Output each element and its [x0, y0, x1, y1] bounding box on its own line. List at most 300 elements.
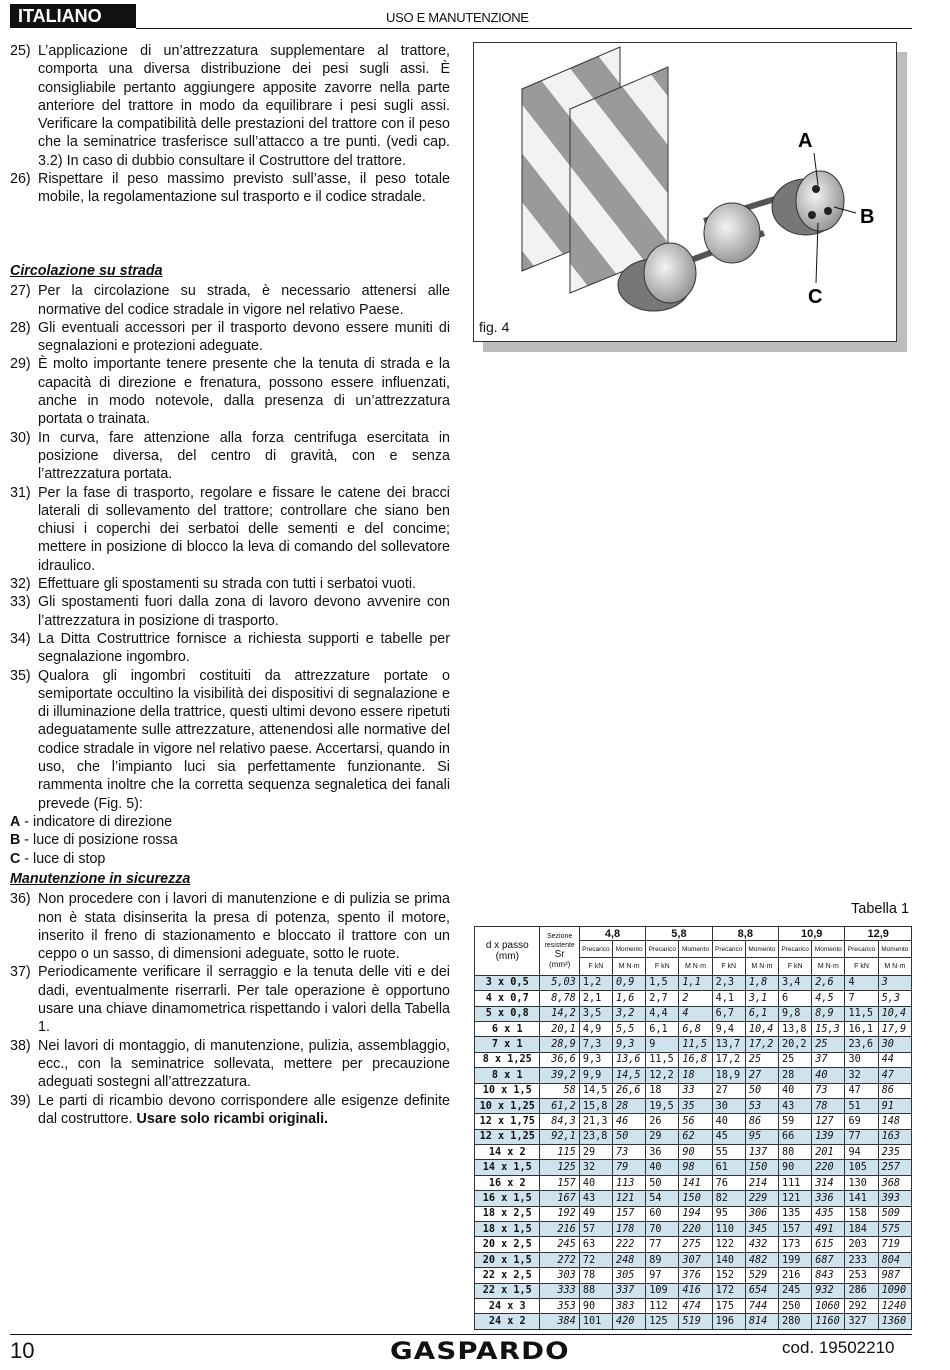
value-cell: 121	[613, 1191, 646, 1206]
section-cell: 5,03	[540, 975, 579, 990]
value-cell: 40	[579, 1175, 612, 1190]
value-cell: 4,5	[812, 991, 845, 1006]
value-cell: 2,3	[712, 975, 745, 990]
value-cell: 178	[613, 1222, 646, 1237]
value-cell: 17,9	[878, 1021, 911, 1036]
value-cell: 843	[812, 1268, 845, 1283]
section-cell: 303	[540, 1268, 579, 1283]
thread-cell: 10 x 1,25	[475, 1098, 540, 1113]
subheader: Precarico	[779, 941, 812, 958]
value-cell: 383	[613, 1298, 646, 1313]
list-item	[10, 630, 450, 667]
value-cell: 220	[812, 1160, 845, 1175]
item-text-body: La Ditta Costruttrice fornisce a richiesta supporti e tabelle per segnalazione ingombro.	[38, 630, 450, 666]
value-cell: 305	[613, 1268, 646, 1283]
value-cell: 148	[878, 1114, 911, 1129]
value-cell: 73	[613, 1145, 646, 1160]
figure-4-illustration	[473, 42, 897, 342]
value-cell: 222	[613, 1237, 646, 1252]
value-cell: 5,3	[878, 991, 911, 1006]
table-row	[475, 1298, 912, 1313]
value-cell: 11,5	[679, 1037, 712, 1052]
value-cell: 69	[845, 1114, 878, 1129]
value-cell: 6	[779, 991, 812, 1006]
page-number: 10	[10, 1338, 35, 1363]
value-cell: 4	[845, 975, 878, 990]
value-cell: 804	[878, 1252, 911, 1267]
subheader: Momento	[812, 941, 845, 958]
value-cell: 29	[579, 1145, 612, 1160]
item-text	[38, 1092, 450, 1129]
unit-header: F kN	[712, 958, 745, 975]
value-cell: 336	[812, 1191, 845, 1206]
thread-cell: 8 x 1	[475, 1068, 540, 1083]
list-item	[10, 429, 450, 484]
value-cell: 21,3	[579, 1114, 612, 1129]
value-cell: 1360	[878, 1314, 911, 1329]
subheader: Precarico	[646, 941, 679, 958]
value-cell: 987	[878, 1268, 911, 1283]
value-cell: 245	[779, 1283, 812, 1298]
section-cell: 36,6	[540, 1052, 579, 1067]
thread-cell: 4 x 0,7	[475, 991, 540, 1006]
item-text	[38, 170, 450, 207]
torque-table	[474, 926, 912, 1330]
legend-key: B	[10, 832, 21, 849]
value-cell: 235	[878, 1145, 911, 1160]
value-cell: 253	[845, 1268, 878, 1283]
value-cell: 18	[646, 1083, 679, 1098]
value-cell: 95	[745, 1129, 778, 1144]
section-cell: 84,3	[540, 1114, 579, 1129]
value-cell: 46	[613, 1114, 646, 1129]
section-cell: 28,9	[540, 1037, 579, 1052]
value-cell: 172	[712, 1283, 745, 1298]
unit-header: F kN	[579, 958, 612, 975]
value-cell: 393	[878, 1191, 911, 1206]
value-cell: 57	[579, 1222, 612, 1237]
value-cell: 4,9	[579, 1021, 612, 1036]
value-cell: 1,6	[613, 991, 646, 1006]
value-cell: 7	[845, 991, 878, 1006]
list-item	[10, 42, 450, 170]
value-cell: 23,8	[579, 1129, 612, 1144]
subheader: Precarico	[845, 941, 878, 958]
value-cell: 509	[878, 1206, 911, 1221]
table-row	[475, 1145, 912, 1160]
item-number: 37)	[10, 964, 31, 981]
thread-cell: 5 x 0,8	[475, 1006, 540, 1021]
value-cell: 3	[878, 975, 911, 990]
value-cell: 54	[646, 1191, 679, 1206]
thread-cell: 10 x 1,5	[475, 1083, 540, 1098]
value-cell: 11,5	[845, 1006, 878, 1021]
value-cell: 157	[779, 1222, 812, 1237]
value-cell: 1,8	[745, 975, 778, 990]
value-cell: 10,4	[745, 1021, 778, 1036]
value-cell: 199	[779, 1252, 812, 1267]
item-number: 30)	[10, 429, 31, 446]
class-header: 12,9	[845, 927, 912, 941]
value-cell: 7,3	[579, 1037, 612, 1052]
value-cell: 2,1	[579, 991, 612, 1006]
value-cell: 90	[779, 1160, 812, 1175]
list-item	[10, 170, 450, 207]
legend-text: - indicatore di direzione	[20, 813, 173, 830]
value-cell: 184	[845, 1222, 878, 1237]
value-cell: 36	[646, 1145, 679, 1160]
brand-logo: GASPARDO	[390, 1337, 570, 1365]
list-item	[10, 1037, 450, 1092]
value-cell: 110	[712, 1222, 745, 1237]
section-cell: 8,78	[540, 991, 579, 1006]
value-cell: 14,5	[579, 1083, 612, 1098]
item-text	[38, 319, 450, 356]
value-cell: 113	[613, 1175, 646, 1190]
value-cell: 40	[779, 1083, 812, 1098]
value-cell: 220	[679, 1222, 712, 1237]
value-cell: 719	[878, 1237, 911, 1252]
value-cell: 32	[845, 1068, 878, 1083]
item-number: 28)	[10, 319, 31, 336]
item-text-body: Per la fase di trasporto, regolare e fissare le catene dei bracci laterali di sollevamento del trattore; controllare che siano ben chiusi i coperchi dei serbatoi delle sementi e del concime; mettere in posizione di blocco la leva di comando del sollevatore idraulico.	[38, 484, 450, 574]
light-legend	[10, 813, 450, 868]
table-row	[475, 1068, 912, 1083]
item-text	[38, 575, 450, 593]
item-number: 34)	[10, 630, 31, 647]
value-cell: 4,4	[646, 1006, 679, 1021]
section-cell: 384	[540, 1314, 579, 1329]
subheader: Precarico	[712, 941, 745, 958]
table-row	[475, 1129, 912, 1144]
value-cell: 40	[812, 1068, 845, 1083]
value-cell: 86	[745, 1114, 778, 1129]
value-cell: 45	[712, 1129, 745, 1144]
value-cell: 1090	[878, 1283, 911, 1298]
subheader: Momento	[745, 941, 778, 958]
value-cell: 8,9	[812, 1006, 845, 1021]
value-cell: 109	[646, 1283, 679, 1298]
item-text-body: Qualora gli ingombri costituiti da attrezzature portate o semiportate occultino la visibilità dei dispositivi di segnalazione e di illuminazione della trattrice, questi ultimi devono essere ripetuti adeguatamente sulle attrezzature, attenendosi alle normative del codice stradale in vigore nel relativo paese. Accertarsi, quando in uso, che l’impianto luci sia perfettamente funzionante. Si rammenta inoltre che la corretta sequenza segnaletica dei fanali prevede (Fig. 5):	[38, 667, 450, 812]
subheader: Momento	[878, 941, 911, 958]
value-cell: 26,6	[613, 1083, 646, 1098]
value-cell: 50	[646, 1175, 679, 1190]
value-cell: 1,1	[679, 975, 712, 990]
legend-key: A	[10, 813, 21, 830]
value-cell: 82	[712, 1191, 745, 1206]
value-cell: 275	[679, 1237, 712, 1252]
value-cell: 9,9	[579, 1068, 612, 1083]
unit-header: M N·m	[878, 958, 911, 975]
table-row	[475, 1021, 912, 1036]
value-cell: 6,7	[712, 1006, 745, 1021]
header-rule	[136, 28, 912, 29]
value-cell: 1060	[812, 1298, 845, 1313]
value-cell: 125	[646, 1314, 679, 1329]
thread-cell: 18 x 1,5	[475, 1222, 540, 1237]
value-cell: 420	[613, 1314, 646, 1329]
value-cell: 101	[579, 1314, 612, 1329]
language-label: ITALIANO	[10, 4, 136, 28]
value-cell: 140	[712, 1252, 745, 1267]
list-item	[10, 282, 450, 319]
class-header: 8,8	[712, 927, 778, 941]
section-cell: 353	[540, 1298, 579, 1313]
value-cell: 86	[878, 1083, 911, 1098]
list-item	[10, 890, 450, 963]
value-cell: 90	[679, 1145, 712, 1160]
value-cell: 3,4	[779, 975, 812, 990]
value-cell: 30	[878, 1037, 911, 1052]
item-text	[38, 667, 450, 813]
value-cell: 6,8	[679, 1021, 712, 1036]
unit-header: F kN	[779, 958, 812, 975]
value-cell: 50	[745, 1083, 778, 1098]
value-cell: 97	[646, 1268, 679, 1283]
value-cell: 196	[712, 1314, 745, 1329]
item-number: 32)	[10, 576, 31, 593]
figure-caption: fig. 4	[479, 319, 510, 335]
value-cell: 0,9	[613, 975, 646, 990]
value-cell: 687	[812, 1252, 845, 1267]
value-cell: 50	[613, 1129, 646, 1144]
item-text-body: Per la circolazione su strada, è necessario attenersi alle normative del codice stradale in vigore nel relativo Paese.	[38, 283, 450, 318]
value-cell: 89	[646, 1252, 679, 1267]
value-cell: 14,5	[613, 1068, 646, 1083]
list-item	[10, 319, 450, 356]
thread-cell: 24 x 2	[475, 1314, 540, 1329]
value-cell: 201	[812, 1145, 845, 1160]
value-cell: 122	[712, 1237, 745, 1252]
value-cell: 13,8	[779, 1021, 812, 1036]
item-text-body: È molto importante tenere presente che la tenuta di strada e la capacità di direzione e frenatura, possono essere influenzati, anche in modo notevole, dalla presenza di un’attrezzatura portata o trainata.	[38, 356, 450, 428]
item-text	[38, 42, 450, 170]
value-cell: 1,5	[646, 975, 679, 990]
value-cell: 27	[745, 1068, 778, 1083]
item-text	[38, 282, 450, 319]
value-cell: 121	[779, 1191, 812, 1206]
value-cell: 63	[579, 1237, 612, 1252]
value-cell: 44	[878, 1052, 911, 1067]
value-cell: 55	[712, 1145, 745, 1160]
value-cell: 17,2	[712, 1052, 745, 1067]
value-cell: 3,5	[579, 1006, 612, 1021]
value-cell: 4,1	[712, 991, 745, 1006]
section-cell: 115	[540, 1145, 579, 1160]
item-text-body: Non procedere con i lavori di manutenzione e di pulizia se prima non è stata disinserita la presa di potenza, spento il motore, inserito il freno di stazionamento e bloccato il trattore con un ceppo o un sasso, di dimensioni adeguate, sotto le ruote.	[38, 891, 450, 963]
table-row	[475, 1314, 912, 1329]
value-cell: 25	[745, 1052, 778, 1067]
section-cell: 167	[540, 1191, 579, 1206]
value-cell: 77	[845, 1129, 878, 1144]
thread-cell: 6 x 1	[475, 1021, 540, 1036]
value-cell: 6,1	[646, 1021, 679, 1036]
section-cell: 333	[540, 1283, 579, 1298]
value-cell: 11,5	[646, 1052, 679, 1067]
unit-header: M N·m	[679, 958, 712, 975]
value-cell: 61	[712, 1160, 745, 1175]
item-text-body: Effettuare gli spostamenti su strada con tutti i serbatoi vuoti.	[38, 576, 417, 593]
value-cell: 73	[812, 1083, 845, 1098]
value-cell: 13,6	[613, 1052, 646, 1067]
thread-cell: 20 x 1,5	[475, 1252, 540, 1267]
thread-cell: 18 x 2,5	[475, 1206, 540, 1221]
value-cell: 78	[812, 1098, 845, 1113]
value-cell: 432	[745, 1237, 778, 1252]
value-cell: 654	[745, 1283, 778, 1298]
item-text-body: Periodicamente verificare il serraggio e la tenuta delle viti e dei dadi, eventualmente riserrarli. Per tale operazione è opportuno usare una chiave dinamometrica rispettando i valori della Tabella 1.	[38, 964, 450, 1036]
value-cell: 130	[845, 1175, 878, 1190]
value-cell: 158	[845, 1206, 878, 1221]
value-cell: 491	[812, 1222, 845, 1237]
value-cell: 112	[646, 1298, 679, 1313]
item-text-body: L’applicazione di un’attrezzatura supplementare al trattore, comporta una diversa distribuzione dei pesi sugli assi. È consigliabile pertanto aggiungere apposite zavorre nella parte anteriore del trattore in modo da equilibrare i pesi sugli assi. Verificare la compatibilità delle prestazioni del trattore con il peso che la seminatrice trasferisce sull’attacco a tre punti. (vedi cap. 3.2) In caso di dubbio consultare il Costruttore del trattore.	[38, 43, 450, 169]
table-row	[475, 1206, 912, 1221]
value-cell: 15,8	[579, 1098, 612, 1113]
value-cell: 137	[745, 1145, 778, 1160]
section-cell: 192	[540, 1206, 579, 1221]
value-cell: 814	[745, 1314, 778, 1329]
value-cell: 15,3	[812, 1021, 845, 1036]
value-cell: 152	[712, 1268, 745, 1283]
value-cell: 78	[579, 1268, 612, 1283]
unit-header: F kN	[646, 958, 679, 975]
section-cell: 272	[540, 1252, 579, 1267]
value-cell: 30	[845, 1052, 878, 1067]
table-row	[475, 1114, 912, 1129]
road-items	[10, 282, 450, 813]
value-cell: 292	[845, 1298, 878, 1313]
list-item	[10, 593, 450, 630]
value-cell: 12,2	[646, 1068, 679, 1083]
value-cell: 3,1	[745, 991, 778, 1006]
list-item	[10, 355, 450, 428]
thread-cell: 7 x 1	[475, 1037, 540, 1052]
value-cell: 47	[878, 1068, 911, 1083]
value-cell: 435	[812, 1206, 845, 1221]
value-cell: 9,4	[712, 1021, 745, 1036]
label-c: C	[808, 286, 823, 308]
value-cell: 233	[845, 1252, 878, 1267]
value-cell: 95	[712, 1206, 745, 1221]
footer-rule	[10, 1334, 912, 1335]
thread-cell: 20 x 2,5	[475, 1237, 540, 1252]
value-cell: 280	[779, 1314, 812, 1329]
value-cell: 18	[679, 1068, 712, 1083]
value-cell: 77	[646, 1237, 679, 1252]
unit-header: M N·m	[812, 958, 845, 975]
value-cell: 2,7	[646, 991, 679, 1006]
value-cell: 17,2	[745, 1037, 778, 1052]
value-cell: 314	[812, 1175, 845, 1190]
item-text-body: Le parti di ricambio devono corrispondere alle esigenze definite dal costruttore.	[38, 1092, 450, 1127]
table-row	[475, 1052, 912, 1067]
subheader: Precarico	[579, 941, 612, 958]
table-row	[475, 1006, 912, 1021]
document-code: cod. 19502210	[782, 1338, 895, 1357]
table-row	[475, 1252, 912, 1267]
value-cell: 286	[845, 1283, 878, 1298]
legend-text: - luce di posizione rossa	[20, 832, 178, 849]
value-cell: 9,3	[613, 1037, 646, 1052]
value-cell: 5,5	[613, 1021, 646, 1036]
item-text-body: Gli eventuali accessori per il trasporto devono essere muniti di segnalazioni e protezioni adeguate.	[38, 319, 450, 355]
value-cell: 416	[679, 1283, 712, 1298]
thread-cell: 8 x 1,25	[475, 1052, 540, 1067]
value-cell: 150	[679, 1191, 712, 1206]
value-cell: 127	[812, 1114, 845, 1129]
item-text-bold: Usare solo ricambi originali.	[136, 1110, 329, 1127]
legend-entry	[10, 813, 450, 831]
intro-items	[10, 42, 450, 207]
table-row	[475, 1175, 912, 1190]
value-cell: 30	[712, 1098, 745, 1113]
value-cell: 47	[845, 1083, 878, 1098]
value-cell: 28	[779, 1068, 812, 1083]
value-cell: 72	[579, 1252, 612, 1267]
value-cell: 141	[845, 1191, 878, 1206]
section-cell: 20,1	[540, 1021, 579, 1036]
section-cell: 58	[540, 1083, 579, 1098]
value-cell: 40	[712, 1114, 745, 1129]
thread-cell: 22 x 1,5	[475, 1283, 540, 1298]
value-cell: 27	[712, 1083, 745, 1098]
value-cell: 60	[646, 1206, 679, 1221]
value-cell: 16,1	[845, 1021, 878, 1036]
value-cell: 90	[579, 1298, 612, 1313]
value-cell: 16,8	[679, 1052, 712, 1067]
list-item	[10, 1092, 450, 1129]
item-text	[38, 593, 450, 630]
value-cell: 250	[779, 1298, 812, 1313]
maintenance-items	[10, 890, 450, 1128]
value-cell: 51	[845, 1098, 878, 1113]
value-cell: 482	[745, 1252, 778, 1267]
item-number: 27)	[10, 283, 31, 300]
legend-text: - luce di stop	[20, 850, 106, 867]
value-cell: 141	[679, 1175, 712, 1190]
table-row	[475, 1268, 912, 1283]
table-row	[475, 1098, 912, 1113]
value-cell: 6,1	[745, 1006, 778, 1021]
value-cell: 173	[779, 1237, 812, 1252]
section-cell: 61,2	[540, 1098, 579, 1113]
section-cell: 14,2	[540, 1006, 579, 1021]
value-cell: 25	[812, 1037, 845, 1052]
class-header: 5,8	[646, 927, 712, 941]
class-header: 10,9	[779, 927, 845, 941]
value-cell: 62	[679, 1129, 712, 1144]
unit-header: F kN	[845, 958, 878, 975]
item-number: 33)	[10, 594, 31, 611]
value-cell: 70	[646, 1222, 679, 1237]
subheader: Momento	[613, 941, 646, 958]
value-cell: 56	[679, 1114, 712, 1129]
thread-cell: 16 x 1,5	[475, 1191, 540, 1206]
table-row	[475, 1222, 912, 1237]
section-cell: 245	[540, 1237, 579, 1252]
item-text	[38, 630, 450, 667]
value-cell: 43	[779, 1098, 812, 1113]
item-text	[38, 429, 450, 484]
thread-cell: 12 x 1,25	[475, 1129, 540, 1144]
thread-cell: 14 x 2	[475, 1145, 540, 1160]
table-row	[475, 1037, 912, 1052]
value-cell: 49	[579, 1206, 612, 1221]
label-a: A	[798, 130, 813, 152]
table-row	[475, 1237, 912, 1252]
value-cell: 53	[745, 1098, 778, 1113]
